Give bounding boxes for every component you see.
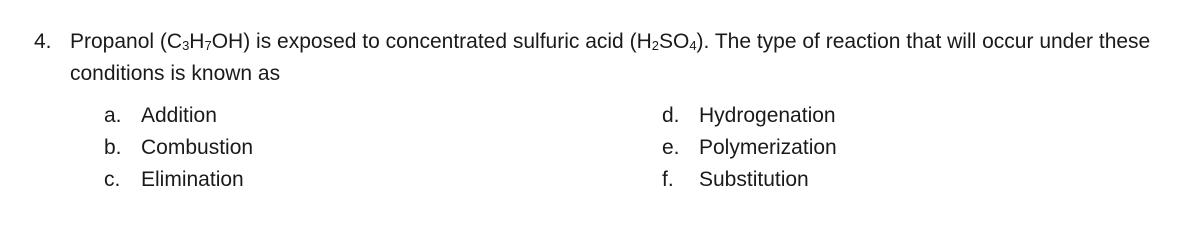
option-c[interactable]: [104, 164, 253, 196]
option-letter: b.: [104, 136, 122, 159]
question-text-part: OH) is exposed to concentrated sulfuric acid (H: [211, 30, 652, 53]
option-a[interactable]: [104, 100, 253, 132]
option-letter: f.: [662, 168, 674, 191]
options-column-right: [662, 100, 837, 196]
option-label: Substitution: [699, 168, 809, 191]
subscript: 2: [651, 38, 659, 53]
question-stem: [34, 26, 1184, 90]
option-label: Addition: [141, 104, 217, 127]
option-b[interactable]: [104, 132, 253, 164]
question-text-part: Propanol (C: [70, 30, 183, 53]
option-label: Combustion: [141, 136, 254, 159]
option-label: Hydrogenation: [699, 104, 836, 127]
subscript: 7: [204, 38, 212, 53]
question-text-part: H: [189, 30, 205, 53]
option-letter: e.: [662, 136, 680, 159]
question-text-part: ). The type of reaction that will occur under these conditions is known as: [70, 30, 1151, 85]
option-letter: a.: [104, 104, 122, 127]
question-text-part: SO: [658, 30, 690, 53]
option-e[interactable]: [662, 132, 837, 164]
question-text: [70, 26, 1184, 90]
option-f[interactable]: [662, 164, 837, 196]
option-letter: d.: [662, 104, 680, 127]
subscript: 4: [689, 38, 697, 53]
options-column-left: [104, 100, 253, 196]
subscript: 3: [182, 38, 190, 53]
option-label: Polymerization: [699, 136, 837, 159]
option-letter: c.: [104, 168, 121, 191]
option-d[interactable]: [662, 100, 837, 132]
question-number: 4.: [34, 30, 52, 53]
option-label: Elimination: [141, 168, 244, 191]
